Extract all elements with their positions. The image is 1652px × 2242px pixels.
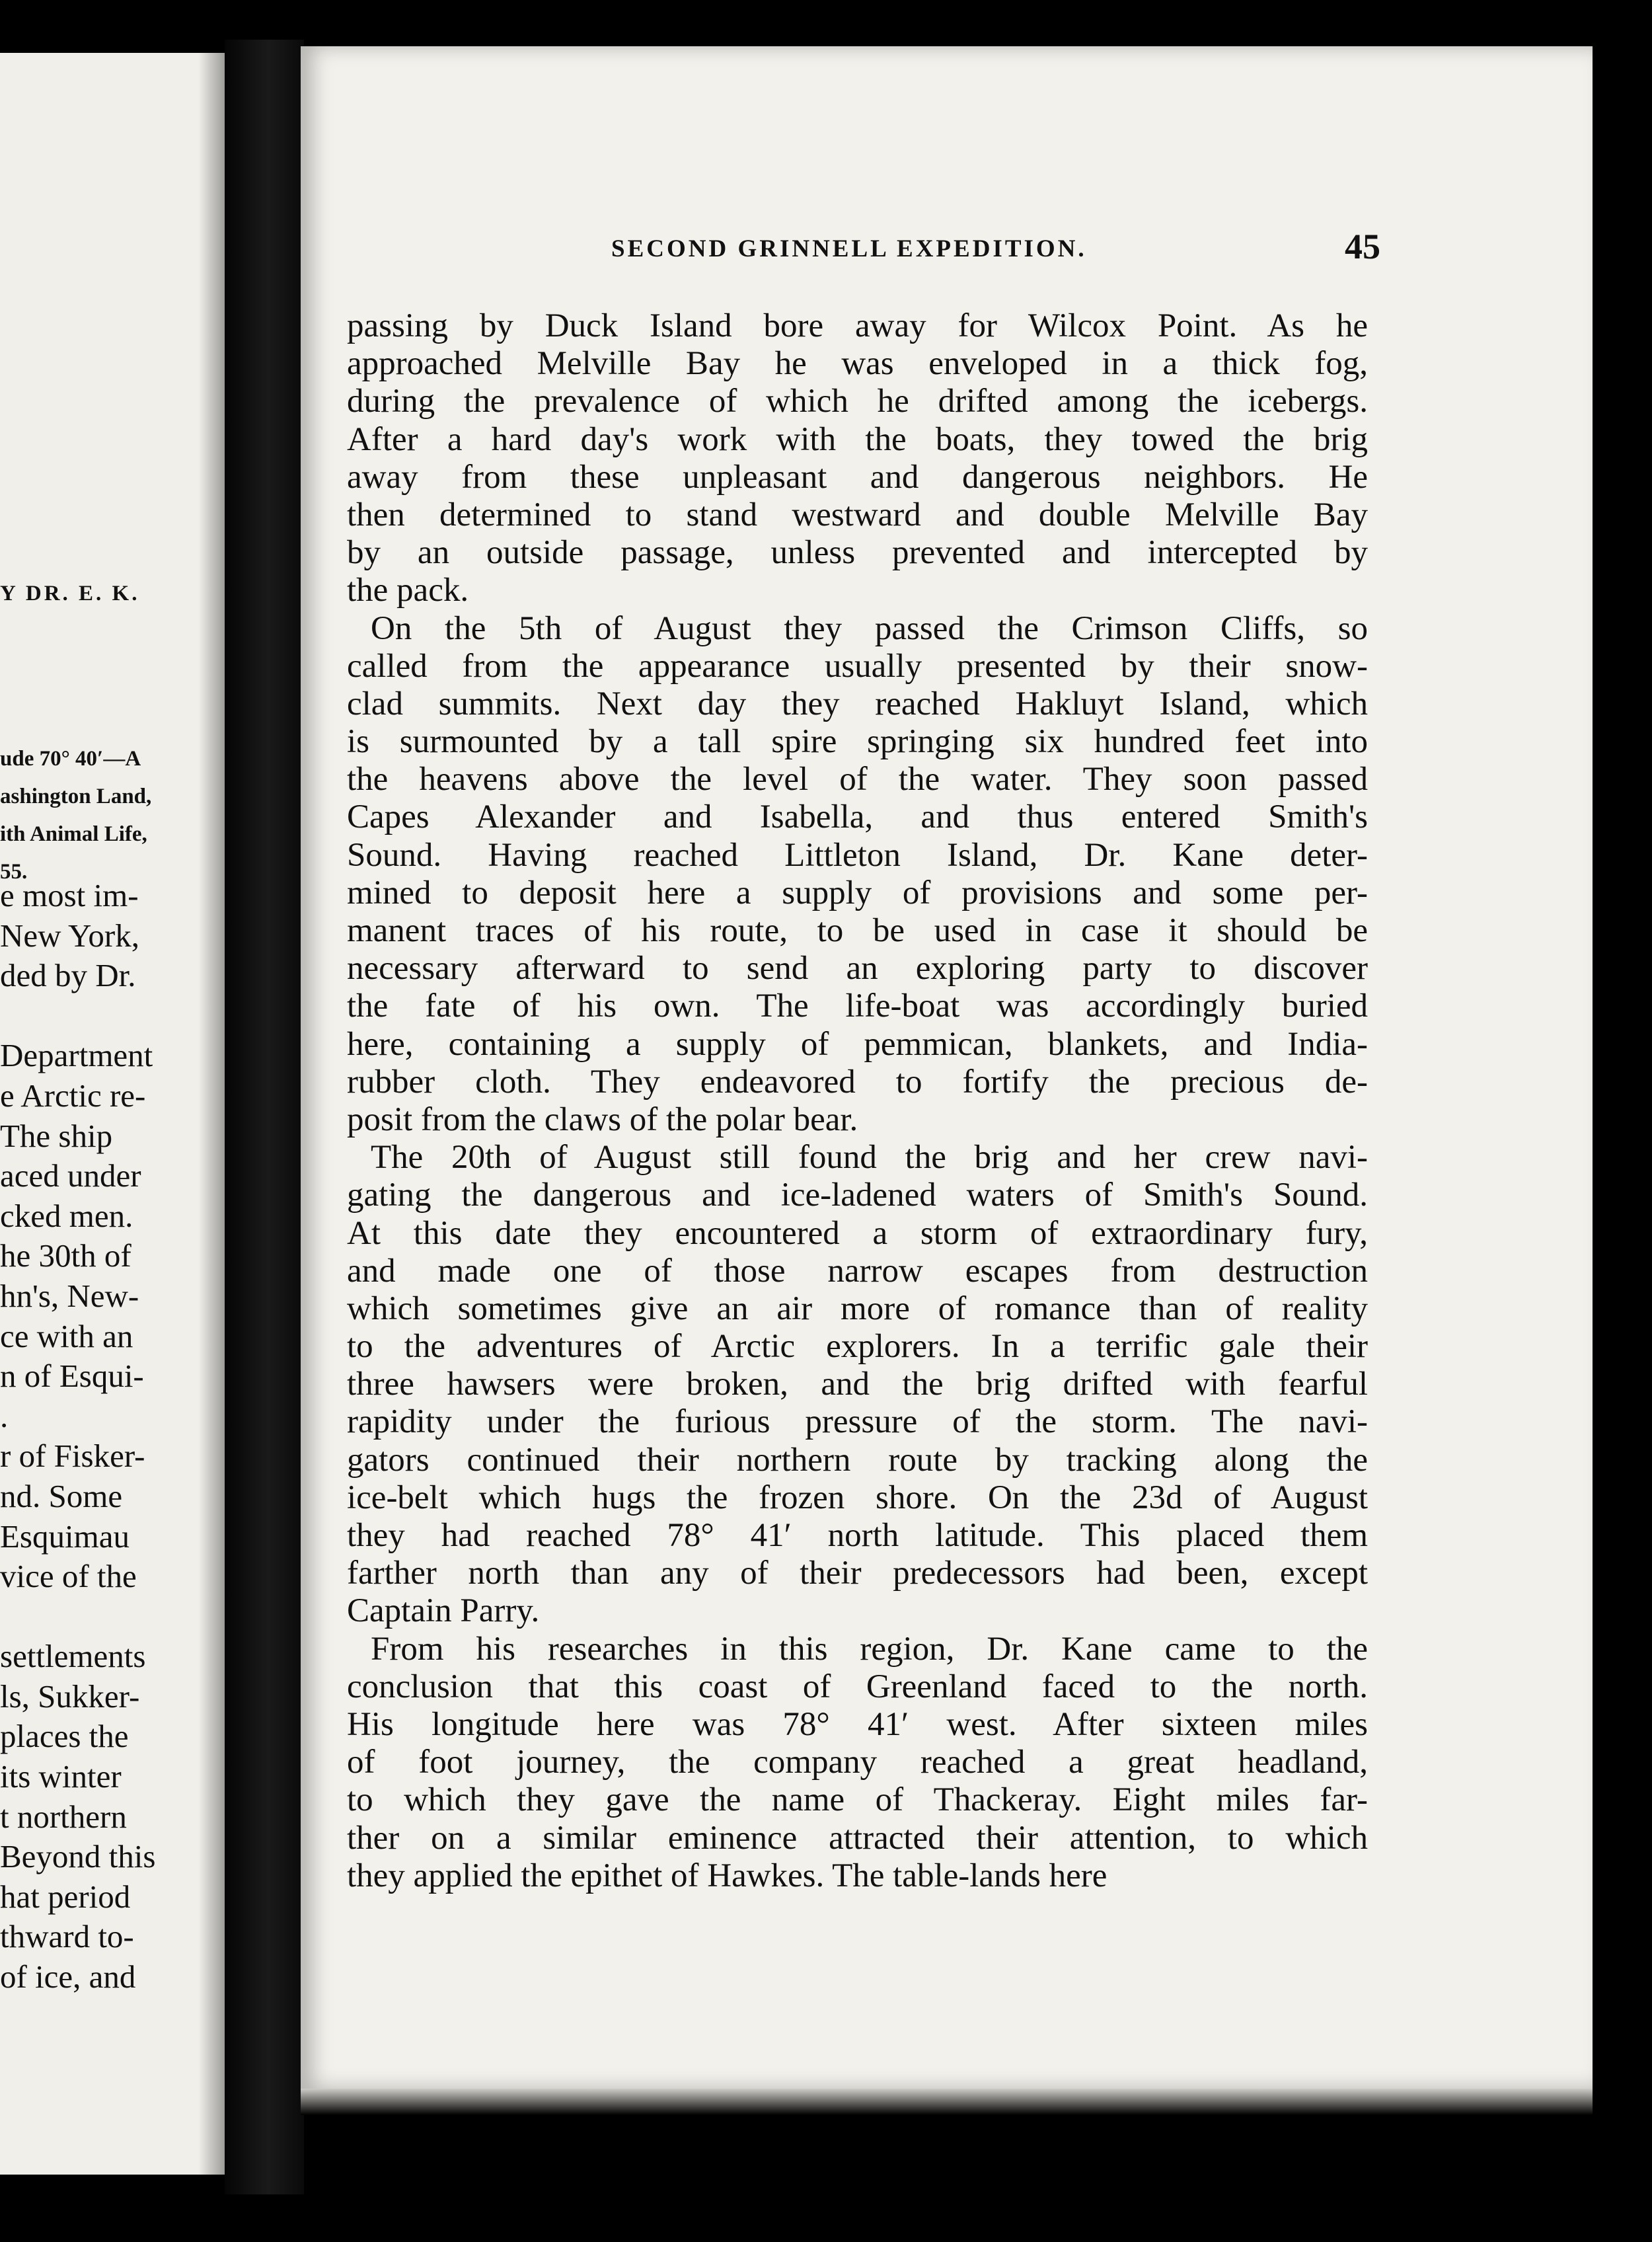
left-body-line: Beyond this xyxy=(0,1838,156,1875)
left-body-line: thward to- xyxy=(0,1918,134,1955)
left-body-line: n of Esqui- xyxy=(0,1358,144,1395)
text-line: then determined to stand westward and double Melville Bay xyxy=(347,496,1368,533)
text-line: to which they gave the name of Thackeray. Eight miles far- xyxy=(347,1781,1368,1819)
left-body-line: hat period xyxy=(0,1878,131,1915)
text-line: On the 5th of August they passed the Crimson Cliffs, so xyxy=(371,609,1368,647)
left-body-line: nd. Some xyxy=(0,1477,123,1514)
text-line: conclusion that this coast of Greenland faced to the north. xyxy=(347,1668,1368,1705)
paragraph xyxy=(347,610,1368,1140)
left-body-line: r of Fisker- xyxy=(0,1438,145,1475)
text-line: the heavens above the level of the water. They soon passed xyxy=(347,761,1368,798)
left-caption-line: ith Animal Life, xyxy=(0,822,147,846)
left-body-line: aced under xyxy=(0,1157,141,1194)
left-body-line: hn's, New- xyxy=(0,1277,139,1314)
page-bottom-edge xyxy=(301,2089,1593,2115)
left-body-line: ls, Sukker- xyxy=(0,1678,140,1715)
left-body-line: its winter xyxy=(0,1758,122,1795)
text-line: The 20th of August still found the brig and her crew navi- xyxy=(371,1139,1368,1177)
left-body-line: ded by Dr. xyxy=(0,957,136,994)
text-line: ice-belt which hugs the frozen shore. On the 23d of August xyxy=(347,1479,1368,1516)
left-body-line xyxy=(0,1597,155,1637)
text-line: passing by Duck Island bore away for Wilcox Point. As he xyxy=(347,307,1368,344)
left-page-caption xyxy=(0,740,151,891)
text-line: during the prevalence of which he drifted among the icebergs. xyxy=(347,383,1368,420)
text-line: mined to deposit here a supply of provisions and some per- xyxy=(347,874,1368,911)
left-body-line: t northern xyxy=(0,1798,127,1835)
left-body-line: e Arctic re- xyxy=(0,1077,146,1114)
left-body-line: places the xyxy=(0,1718,129,1755)
text-line: manent traces of his route, to be used in case it should be xyxy=(347,912,1368,949)
page-body-text xyxy=(347,307,1368,1895)
text-line: necessary afterward to send an exploring party to discover xyxy=(347,950,1368,987)
gutter-shadow xyxy=(198,53,225,2175)
text-line: to the adventures of Arctic explorers. In a terrific gale their xyxy=(347,1328,1368,1366)
left-body-line: settlements xyxy=(0,1638,146,1675)
left-page xyxy=(0,53,225,2175)
left-body-line: of ice, and xyxy=(0,1958,136,1995)
text-line: Sound. Having reached Littleton Island, Dr. Kane deter- xyxy=(347,836,1368,874)
text-line: they had reached 78° 41′ north latitude. This placed them xyxy=(347,1517,1368,1554)
left-body-line: Department xyxy=(0,1037,153,1074)
text-line: From his researches in this region, Dr. Kane came to the xyxy=(371,1630,1368,1668)
left-caption-line: ashington Land, xyxy=(0,785,152,808)
left-body-line: . xyxy=(0,1397,9,1434)
right-page xyxy=(301,46,1593,2089)
text-line: Captain Parry. xyxy=(347,1592,540,1630)
left-body-line: New York, xyxy=(0,917,140,954)
left-caption-line: ude 70° 40′—A xyxy=(0,747,141,771)
text-line: by an outside passage, unless prevented and intercepted by xyxy=(347,534,1368,572)
page-number: 45 xyxy=(1345,227,1380,266)
running-head: SECOND GRINNELL EXPEDITION. xyxy=(611,235,1087,262)
text-line: After a hard day's work with the boats, they towed the brig xyxy=(347,420,1368,458)
text-line: gators continued their northern route by tracking along the xyxy=(347,1441,1368,1479)
left-body-line xyxy=(0,996,155,1036)
text-line: Capes Alexander and Isabella, and thus entered Smith's xyxy=(347,798,1368,836)
left-body-line: cked men. xyxy=(0,1197,133,1234)
text-line: which sometimes give an air more of romance than of reality xyxy=(347,1290,1368,1327)
left-page-body xyxy=(0,876,155,1997)
text-line: the pack. xyxy=(347,572,469,609)
left-body-line: The ship xyxy=(0,1117,113,1154)
text-line: ther on a similar eminence attracted their attention, to which xyxy=(347,1819,1368,1857)
left-body-line: vice of the xyxy=(0,1558,137,1595)
text-line: is surmounted by a tall spire springing six hundred feet into xyxy=(347,723,1368,761)
left-body-line: e most im- xyxy=(0,877,139,913)
text-line: farther north than any of their predecessors had been, except xyxy=(347,1555,1368,1592)
text-line: here, containing a supply of pemmican, blankets, and India- xyxy=(347,1025,1368,1063)
left-caption-line: 55. xyxy=(0,860,28,884)
text-line: the fate of his own. The life-boat was accordingly buried xyxy=(347,987,1368,1025)
text-line: of foot journey, the company reached a great headland, xyxy=(347,1744,1368,1781)
text-line: away from these unpleasant and dangerous neighbors. He xyxy=(347,458,1368,496)
text-line: three hawsers were broken, and the brig drifted with fearful xyxy=(347,1366,1368,1403)
text-line: and made one of those narrow escapes from destruction xyxy=(347,1252,1368,1290)
left-body-line: he 30th of xyxy=(0,1237,131,1274)
text-line: rubber cloth. They endeavored to fortify the precious de- xyxy=(347,1063,1368,1101)
text-line: they applied the epithet of Hawkes. The table-lands here xyxy=(347,1857,1108,1894)
text-line: approached Melville Bay he was enveloped in a thick fog, xyxy=(347,345,1368,383)
paragraph xyxy=(347,307,1368,610)
text-line: gating the dangerous and ice-ladened waters of Smith's Sound. xyxy=(347,1177,1368,1214)
paragraph xyxy=(347,1139,1368,1630)
text-line: rapidity under the furious pressure of the storm. The navi- xyxy=(347,1403,1368,1441)
paragraph xyxy=(347,1631,1368,1895)
text-line: His longitude here was 78° 41′ west. After sixteen miles xyxy=(347,1705,1368,1743)
text-line: called from the appearance usually presented by their snow- xyxy=(347,647,1368,685)
left-body-line: Esquimau xyxy=(0,1518,130,1555)
text-line: At this date they encountered a storm of extraordinary fury, xyxy=(347,1214,1368,1252)
left-body-line: ce with an xyxy=(0,1317,133,1354)
book-spine xyxy=(225,40,304,2194)
text-line: posit from the claws of the polar bear. xyxy=(347,1101,858,1138)
left-page-header: Y DR. E. K. xyxy=(0,582,140,605)
text-line: clad summits. Next day they reached Hakluyt Island, which xyxy=(347,685,1368,722)
